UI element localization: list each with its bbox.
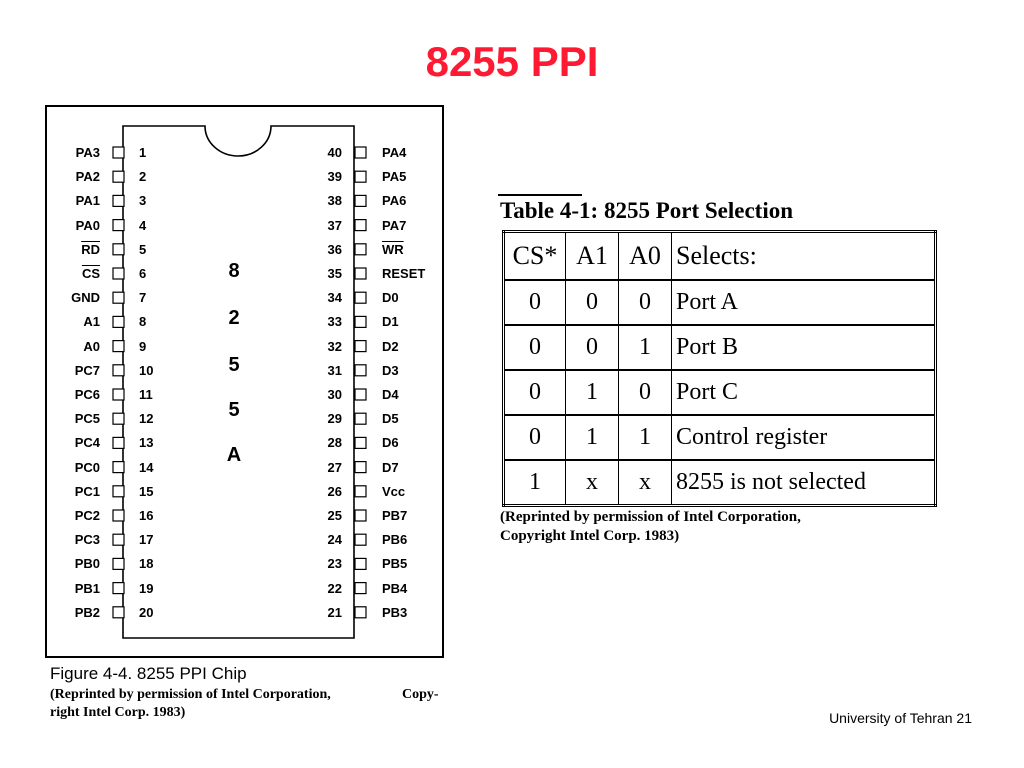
- left-pin-box: [113, 389, 124, 400]
- chip-letter: 5: [228, 399, 240, 421]
- left-pin-name: PA2: [75, 169, 100, 185]
- left-pin-number: 17: [139, 532, 154, 548]
- right-pin-box: [355, 220, 366, 231]
- left-pin-box: [113, 583, 124, 594]
- left-pin-box: [113, 147, 124, 158]
- left-pin-box: [113, 413, 124, 424]
- cell-a1: 1: [566, 370, 619, 415]
- chip-letter: 2: [228, 307, 240, 329]
- table-credit-line2: Copyright Intel Corp. 1983): [500, 528, 680, 544]
- right-pin-number: 21: [327, 604, 342, 620]
- right-pin-name: D6: [382, 435, 399, 451]
- left-pin-box: [113, 462, 124, 473]
- right-pin-name: PB5: [382, 556, 408, 572]
- left-pin-name: $\overline{RD}$: [81, 241, 100, 257]
- left-pin-name: PC5: [74, 411, 100, 427]
- cell-cs: 0: [504, 415, 566, 460]
- left-pin-box: [113, 437, 124, 448]
- right-pin-box: [355, 510, 366, 521]
- right-pin-box: [355, 244, 366, 255]
- left-pin-name: PB0: [74, 556, 100, 572]
- left-pin-number: 5: [139, 241, 147, 257]
- left-pin-number: 19: [139, 580, 154, 596]
- chip-outline-diagram: [45, 105, 444, 658]
- left-pin-number: 11: [139, 387, 153, 402]
- chip-letter: 5: [228, 354, 240, 376]
- right-pin-box: [355, 534, 366, 545]
- left-pin-box: [113, 316, 124, 327]
- left-pin-number: 1: [139, 145, 147, 160]
- right-pin-number: 26: [327, 483, 342, 499]
- slide-title: 8255 PPI: [425, 38, 599, 85]
- right-pin-number: 37: [327, 217, 342, 233]
- right-pin-number: 30: [327, 387, 342, 402]
- left-pin-number: 20: [139, 604, 154, 620]
- right-pin-number: 33: [327, 314, 342, 330]
- left-pin-number: 13: [139, 435, 154, 451]
- right-pin-name: D2: [382, 338, 399, 354]
- left-pin-name: $\overline{CS}$: [81, 266, 100, 281]
- left-pin-name: PB2: [74, 604, 100, 620]
- cell-selects: Port B: [672, 325, 936, 370]
- left-pin-number: 2: [139, 169, 147, 185]
- table-row: [504, 370, 936, 415]
- right-pin-box: [355, 316, 366, 327]
- left-pin-name: PA0: [75, 217, 100, 233]
- right-pin-box: [355, 607, 366, 618]
- cell-a1: 0: [566, 325, 619, 370]
- header-a0: A0: [619, 232, 672, 281]
- left-pin-box: [113, 341, 124, 352]
- table-credit: [500, 508, 801, 546]
- left-pin-box: [113, 534, 124, 545]
- right-pin-name: PB4: [382, 580, 408, 596]
- table-header-row: [504, 232, 936, 281]
- left-pin-number: 15: [139, 483, 154, 499]
- left-pin-name: PB1: [74, 580, 100, 596]
- table-title: Table 4-1: 8255 Port Selection: [500, 198, 794, 223]
- cell-cs: 1: [504, 460, 566, 506]
- figure-credit-line2: right Intel Corp. 1983): [50, 705, 186, 720]
- right-pin-box: [355, 268, 366, 279]
- left-pin-number: 16: [139, 508, 154, 523]
- right-pin-number: 29: [327, 411, 342, 427]
- right-pin-name: D3: [382, 362, 399, 378]
- figure-credit-line1: (Reprinted by permission of Intel Corporation,: [50, 687, 331, 702]
- left-pin-number: 4: [139, 217, 147, 233]
- right-pin-number: 24: [327, 532, 342, 548]
- left-pin-number: 6: [139, 266, 147, 281]
- right-pin-name: PB3: [382, 604, 408, 620]
- right-pin-name: PA7: [382, 217, 407, 233]
- left-pin-box: [113, 171, 124, 182]
- right-pin-name: D5: [382, 411, 399, 427]
- right-pin-box: [355, 292, 366, 303]
- table-credit-line1: (Reprinted by permission of Intel Corporation,: [500, 509, 801, 525]
- cell-selects: Port A: [672, 280, 936, 325]
- cell-a1: x: [566, 460, 619, 506]
- cell-cs: 0: [504, 370, 566, 415]
- chip-letter: 8: [228, 260, 240, 282]
- cell-cs: 0: [504, 280, 566, 325]
- left-pin-name: PA3: [75, 145, 100, 160]
- right-pin-name: D1: [382, 314, 399, 330]
- left-pin-name: PA1: [75, 193, 100, 209]
- left-pin-number: 18: [139, 556, 154, 572]
- left-pin-number: 7: [139, 290, 147, 306]
- table-row: [504, 280, 936, 325]
- left-pin-name: PC3: [74, 532, 100, 548]
- right-pin-name: PB7: [382, 508, 408, 523]
- slide-footer: University of Tehran 21: [829, 710, 972, 726]
- right-pin-name: $\overline{WR}$: [382, 241, 404, 257]
- right-pin-box: [355, 341, 366, 352]
- left-pin-box: [113, 244, 124, 255]
- left-pin-number: 3: [139, 193, 147, 209]
- left-pin-name: A1: [83, 314, 100, 330]
- left-pin-number: 8: [139, 314, 147, 330]
- right-pin-number: 40: [327, 145, 342, 160]
- table-row: [504, 415, 936, 460]
- right-pin-number: 27: [327, 459, 342, 475]
- right-pin-name: D4: [382, 387, 399, 402]
- cell-a1: 0: [566, 280, 619, 325]
- cell-selects: Port C: [672, 370, 936, 415]
- right-pin-number: 23: [327, 556, 342, 572]
- right-pin-box: [355, 389, 366, 400]
- right-pin-number: 35: [327, 266, 342, 281]
- right-pin-box: [355, 365, 366, 376]
- cell-a0: 0: [619, 280, 672, 325]
- cell-selects: Control register: [672, 415, 936, 460]
- left-pin-box: [113, 195, 124, 206]
- left-pin-name: PC7: [74, 362, 100, 378]
- left-pin-box: [113, 607, 124, 618]
- right-pin-number: 22: [327, 580, 342, 596]
- left-pin-name: PC6: [74, 387, 100, 402]
- cell-a0: 1: [619, 415, 672, 460]
- left-pin-box: [113, 365, 124, 376]
- right-pin-name: D7: [382, 459, 399, 475]
- chip-letter: A: [226, 444, 242, 466]
- right-pin-box: [355, 147, 366, 158]
- left-pin-name: PC1: [74, 483, 100, 499]
- left-pin-box: [113, 510, 124, 521]
- right-pin-number: 28: [327, 435, 342, 451]
- left-pin-number: 10: [139, 362, 154, 378]
- left-pin-name: PC4: [74, 435, 100, 451]
- cell-cs: 0: [504, 325, 566, 370]
- header-selects: Selects:: [672, 232, 936, 281]
- figure-credit-line1-right: Copy-: [402, 687, 439, 702]
- header-a1: A1: [566, 232, 619, 281]
- left-pin-box: [113, 268, 124, 279]
- right-pin-name: PA6: [382, 193, 407, 209]
- right-pin-name: PA4: [382, 145, 407, 160]
- cell-selects: 8255 is not selected: [672, 460, 936, 506]
- cell-a0: 1: [619, 325, 672, 370]
- right-pin-number: 36: [327, 241, 342, 257]
- right-pin-name: Vcc: [382, 483, 406, 499]
- left-pin-name: GND: [71, 290, 100, 306]
- header-cs: CS*: [504, 232, 566, 281]
- left-pin-box: [113, 558, 124, 569]
- left-pin-name: A0: [83, 338, 100, 354]
- left-pin-box: [113, 292, 124, 303]
- right-pin-number: 32: [327, 338, 342, 354]
- left-pin-box: [113, 220, 124, 231]
- table-row: [504, 325, 936, 370]
- figure-credit: [50, 686, 450, 722]
- left-pin-name: PC2: [74, 508, 100, 523]
- right-pin-name: PB6: [382, 532, 408, 548]
- left-pin-name: PC0: [74, 459, 100, 475]
- right-pin-number: 25: [327, 508, 342, 523]
- left-pin-number: 12: [139, 411, 154, 427]
- right-pin-name: RESET: [382, 266, 426, 281]
- right-pin-box: [355, 583, 366, 594]
- port-selection-table: [502, 230, 937, 507]
- figure-caption: Figure 4-4. 8255 PPI Chip: [50, 664, 247, 683]
- left-pin-number: 9: [139, 338, 147, 354]
- right-pin-box: [355, 171, 366, 182]
- right-pin-box: [355, 195, 366, 206]
- right-pin-number: 38: [327, 193, 342, 209]
- cell-a0: 0: [619, 370, 672, 415]
- left-pin-box: [113, 486, 124, 497]
- right-pin-number: 34: [327, 290, 342, 306]
- right-pin-number: 39: [327, 169, 342, 185]
- cell-a1: 1: [566, 415, 619, 460]
- left-pin-number: 14: [139, 459, 154, 475]
- table-row: [504, 460, 936, 506]
- cell-a0: x: [619, 460, 672, 506]
- right-pin-box: [355, 486, 366, 497]
- table-top-rule: [498, 194, 582, 196]
- right-pin-name: PA5: [382, 169, 407, 185]
- right-pin-name: D0: [382, 290, 399, 306]
- right-pin-box: [355, 462, 366, 473]
- right-pin-number: 31: [327, 362, 342, 378]
- right-pin-box: [355, 558, 366, 569]
- right-pin-box: [355, 413, 366, 424]
- right-pin-box: [355, 437, 366, 448]
